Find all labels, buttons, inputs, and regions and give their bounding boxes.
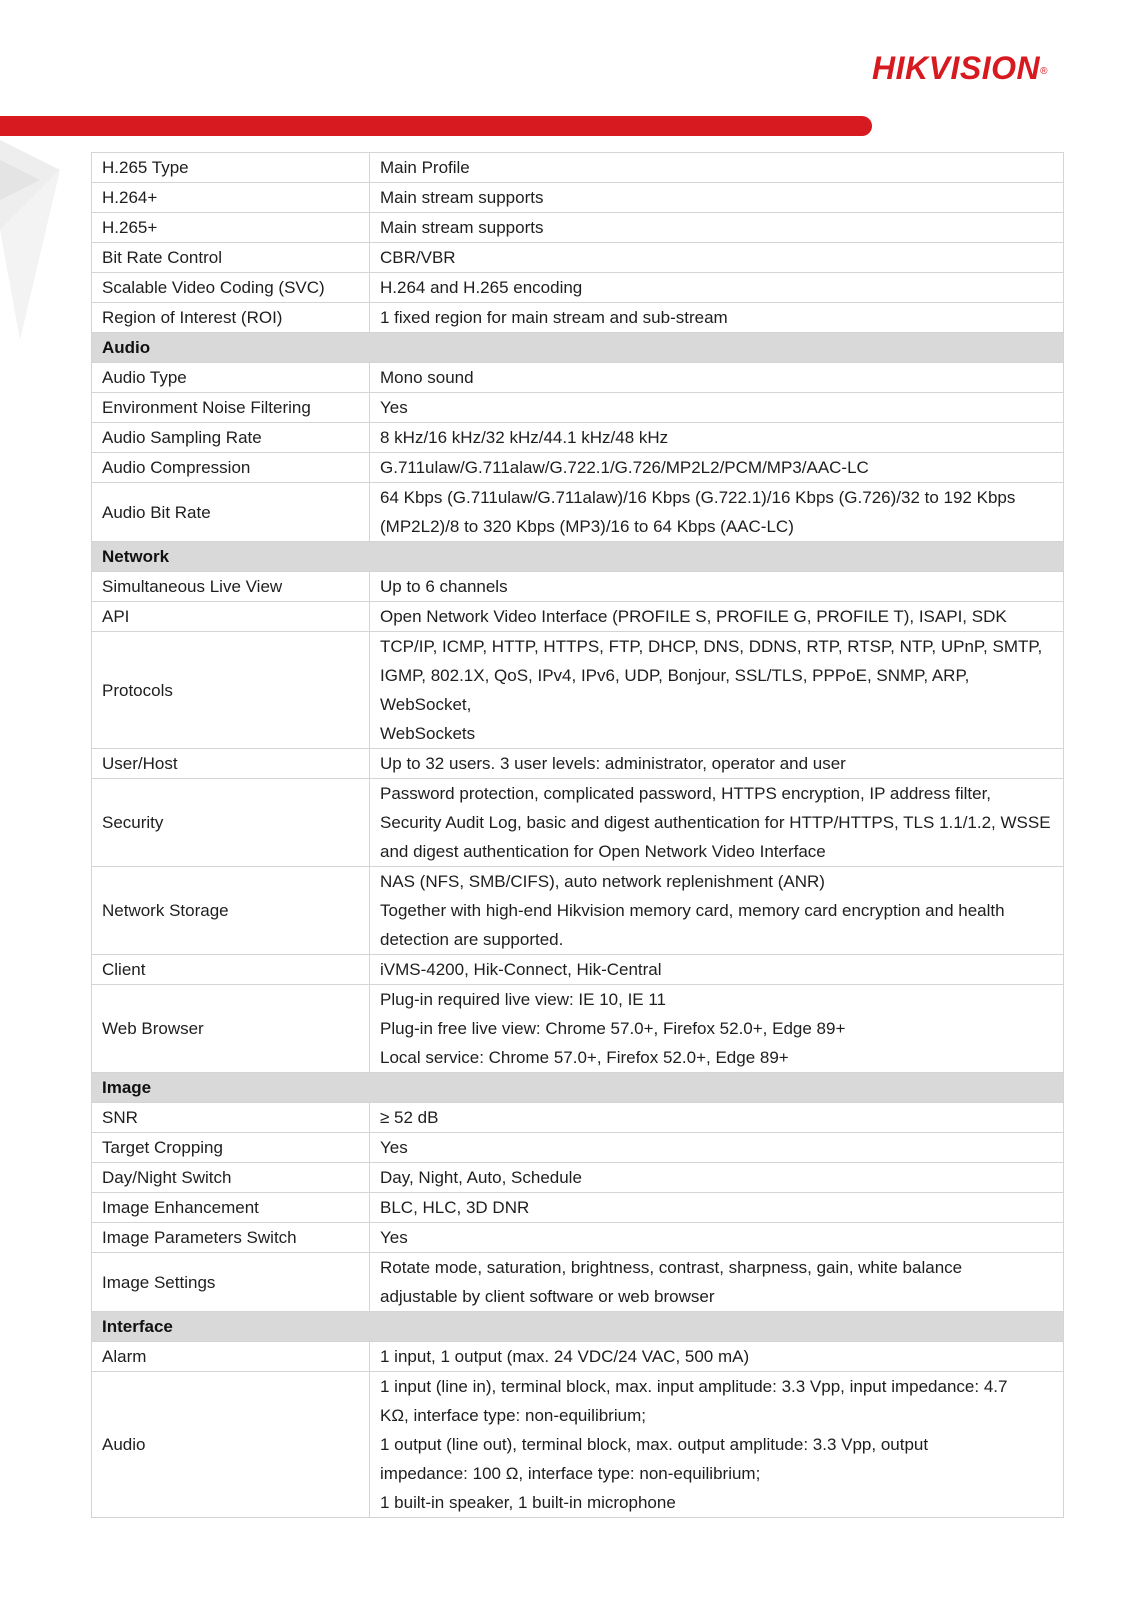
spec-label: Region of Interest (ROI): [92, 303, 370, 333]
spec-value: [370, 153, 1064, 183]
watermark-graphic: [0, 140, 90, 360]
spec-label: Image Enhancement: [92, 1193, 370, 1223]
spec-value-line: Rotate mode, saturation, brightness, contrast, sharpness, gain, white balance: [380, 1258, 963, 1277]
spec-value: [370, 867, 1064, 955]
specification-table: [91, 152, 1064, 1518]
spec-label: Target Cropping: [92, 1133, 370, 1163]
spec-label: Scalable Video Coding (SVC): [92, 273, 370, 303]
spec-value: [370, 303, 1064, 333]
spec-value-line: (MP2L2)/8 to 320 Kbps (MP3)/16 to 64 Kbps (AAC-LC): [380, 517, 794, 536]
spec-value-line: iVMS-4200, Hik-Connect, Hik-Central: [380, 960, 662, 979]
section-header-row: [92, 333, 1064, 363]
spec-label: SNR: [92, 1103, 370, 1133]
spec-value: [370, 1103, 1064, 1133]
spec-row: [92, 1133, 1064, 1163]
spec-value-line: Up to 32 users. 3 user levels: administrator, operator and user: [380, 754, 846, 773]
spec-value-line: adjustable by client software or web browser: [380, 1287, 715, 1306]
spec-row: [92, 303, 1064, 333]
spec-value-line: IGMP, 802.1X, QoS, IPv4, IPv6, UDP, Bonjour, SSL/TLS, PPPoE, SNMP, ARP, WebSocket,: [380, 666, 970, 714]
spec-value-line: H.264 and H.265 encoding: [380, 278, 583, 297]
header-red-bar: [0, 116, 872, 136]
spec-label: Bit Rate Control: [92, 243, 370, 273]
spec-label: Web Browser: [92, 985, 370, 1073]
spec-value: [370, 483, 1064, 542]
spec-value-line: WebSockets: [380, 724, 476, 743]
spec-value-line: Together with high-end Hikvision memory card, memory card encryption and health: [380, 901, 1005, 920]
spec-row: [92, 749, 1064, 779]
spec-label: API: [92, 602, 370, 632]
spec-value-line: Local service: Chrome 57.0+, Firefox 52.0+, Edge 89+: [380, 1048, 789, 1067]
spec-value-line: and digest authentication for Open Network Video Interface: [380, 842, 826, 861]
spec-value: [370, 393, 1064, 423]
spec-value: [370, 602, 1064, 632]
registered-mark: ®: [1040, 66, 1048, 77]
spec-row: [92, 985, 1064, 1073]
spec-row: [92, 453, 1064, 483]
spec-row: [92, 955, 1064, 985]
spec-value-line: 1 input (line in), terminal block, max. input amplitude: 3.3 Vpp, input impedance: 4.7: [380, 1377, 1008, 1396]
spec-value-line: Mono sound: [380, 368, 474, 387]
specification-table-body: [92, 153, 1064, 1518]
spec-label: Audio Compression: [92, 453, 370, 483]
spec-value: [370, 1342, 1064, 1372]
section-title: Network: [92, 542, 1064, 572]
spec-value: [370, 183, 1064, 213]
spec-value: [370, 423, 1064, 453]
spec-label: Client: [92, 955, 370, 985]
spec-value-line: NAS (NFS, SMB/CIFS), auto network replenishment (ANR): [380, 872, 825, 891]
spec-value-line: detection are supported.: [380, 930, 564, 949]
spec-value: [370, 985, 1064, 1073]
spec-value-line: TCP/IP, ICMP, HTTP, HTTPS, FTP, DHCP, DNS, DDNS, RTP, RTSP, NTP, UPnP, SMTP,: [380, 637, 1043, 656]
spec-value-line: 64 Kbps (G.711ulaw/G.711alaw)/16 Kbps (G.722.1)/16 Kbps (G.726)/32 to 192 Kbps: [380, 488, 1016, 507]
spec-value-line: Security Audit Log, basic and digest authentication for HTTP/HTTPS, TLS 1.1/1.2, WSSE: [380, 813, 1051, 832]
spec-row: [92, 1342, 1064, 1372]
spec-value-line: 8 kHz/16 kHz/32 kHz/44.1 kHz/48 kHz: [380, 428, 669, 447]
spec-label: Day/Night Switch: [92, 1163, 370, 1193]
spec-label: Protocols: [92, 632, 370, 749]
section-title: Image: [92, 1073, 1064, 1103]
spec-row: [92, 363, 1064, 393]
spec-value-line: Yes: [380, 398, 408, 417]
spec-row: [92, 1253, 1064, 1312]
spec-label: Simultaneous Live View: [92, 572, 370, 602]
logo-text: HIKVISION: [872, 50, 1041, 86]
spec-row: [92, 1193, 1064, 1223]
spec-label: H.265+: [92, 213, 370, 243]
spec-value: [370, 243, 1064, 273]
spec-row: [92, 243, 1064, 273]
spec-value: [370, 273, 1064, 303]
spec-label: H.264+: [92, 183, 370, 213]
section-header-row: [92, 1312, 1064, 1342]
spec-value-line: CBR/VBR: [380, 248, 456, 267]
spec-label: Audio Bit Rate: [92, 483, 370, 542]
spec-value-line: Yes: [380, 1138, 408, 1157]
spec-value: [370, 1163, 1064, 1193]
spec-row: [92, 153, 1064, 183]
spec-label: User/Host: [92, 749, 370, 779]
hikvision-logo: [872, 50, 1048, 86]
spec-row: [92, 183, 1064, 213]
spec-value-line: Day, Night, Auto, Schedule: [380, 1168, 582, 1187]
spec-value-line: 1 built-in speaker, 1 built-in microphone: [380, 1493, 676, 1512]
spec-value: [370, 1223, 1064, 1253]
spec-value: [370, 1253, 1064, 1312]
spec-value: [370, 213, 1064, 243]
spec-value-line: Password protection, complicated password, HTTPS encryption, IP address filter,: [380, 784, 992, 803]
spec-row: [92, 1372, 1064, 1518]
section-header-row: [92, 542, 1064, 572]
spec-value: [370, 955, 1064, 985]
section-title: Audio: [92, 333, 1064, 363]
spec-label: Alarm: [92, 1342, 370, 1372]
spec-value-line: Up to 6 channels: [380, 577, 508, 596]
spec-value-line: 1 fixed region for main stream and sub-stream: [380, 308, 728, 327]
spec-value-line: KΩ, interface type: non-equilibrium;: [380, 1406, 646, 1425]
spec-value-line: Yes: [380, 1228, 408, 1247]
spec-value-line: ≥ 52 dB: [380, 1108, 439, 1127]
spec-value-line: Main stream supports: [380, 188, 544, 207]
spec-value-line: 1 input, 1 output (max. 24 VDC/24 VAC, 500 mA): [380, 1347, 750, 1366]
spec-label: H.265 Type: [92, 153, 370, 183]
spec-value-line: G.711ulaw/G.711alaw/G.722.1/G.726/MP2L2/PCM/MP3/AAC-LC: [380, 458, 869, 477]
spec-label: Environment Noise Filtering: [92, 393, 370, 423]
spec-value-line: Plug-in required live view: IE 10, IE 11: [380, 990, 666, 1009]
spec-row: [92, 213, 1064, 243]
spec-value-line: Main stream supports: [380, 218, 544, 237]
spec-label: Audio: [92, 1372, 370, 1518]
spec-label: Audio Sampling Rate: [92, 423, 370, 453]
spec-value: [370, 1133, 1064, 1163]
spec-row: [92, 602, 1064, 632]
spec-label: Audio Type: [92, 363, 370, 393]
spec-value-line: Open Network Video Interface (PROFILE S, PROFILE G, PROFILE T), ISAPI, SDK: [380, 607, 1007, 626]
section-title: Interface: [92, 1312, 1064, 1342]
spec-value: [370, 749, 1064, 779]
spec-label: Network Storage: [92, 867, 370, 955]
spec-row: [92, 273, 1064, 303]
spec-row: [92, 572, 1064, 602]
spec-row: [92, 632, 1064, 749]
section-header-row: [92, 1073, 1064, 1103]
spec-value: [370, 779, 1064, 867]
spec-row: [92, 867, 1064, 955]
spec-value-line: impedance: 100 Ω, interface type: non-equilibrium;: [380, 1464, 761, 1483]
spec-row: [92, 779, 1064, 867]
spec-value: [370, 453, 1064, 483]
spec-row: [92, 423, 1064, 453]
spec-value-line: Plug-in free live view: Chrome 57.0+, Firefox 52.0+, Edge 89+: [380, 1019, 846, 1038]
spec-row: [92, 1103, 1064, 1133]
spec-value-line: BLC, HLC, 3D DNR: [380, 1198, 530, 1217]
spec-value-line: Main Profile: [380, 158, 470, 177]
spec-row: [92, 483, 1064, 542]
spec-row: [92, 1223, 1064, 1253]
spec-row: [92, 393, 1064, 423]
spec-value: [370, 1372, 1064, 1518]
spec-value-line: 1 output (line out), terminal block, max. output amplitude: 3.3 Vpp, output: [380, 1435, 929, 1454]
spec-label: Image Parameters Switch: [92, 1223, 370, 1253]
spec-label: Image Settings: [92, 1253, 370, 1312]
spec-value: [370, 572, 1064, 602]
spec-label: Security: [92, 779, 370, 867]
spec-row: [92, 1163, 1064, 1193]
spec-value: [370, 363, 1064, 393]
spec-value: [370, 1193, 1064, 1223]
spec-value: [370, 632, 1064, 749]
